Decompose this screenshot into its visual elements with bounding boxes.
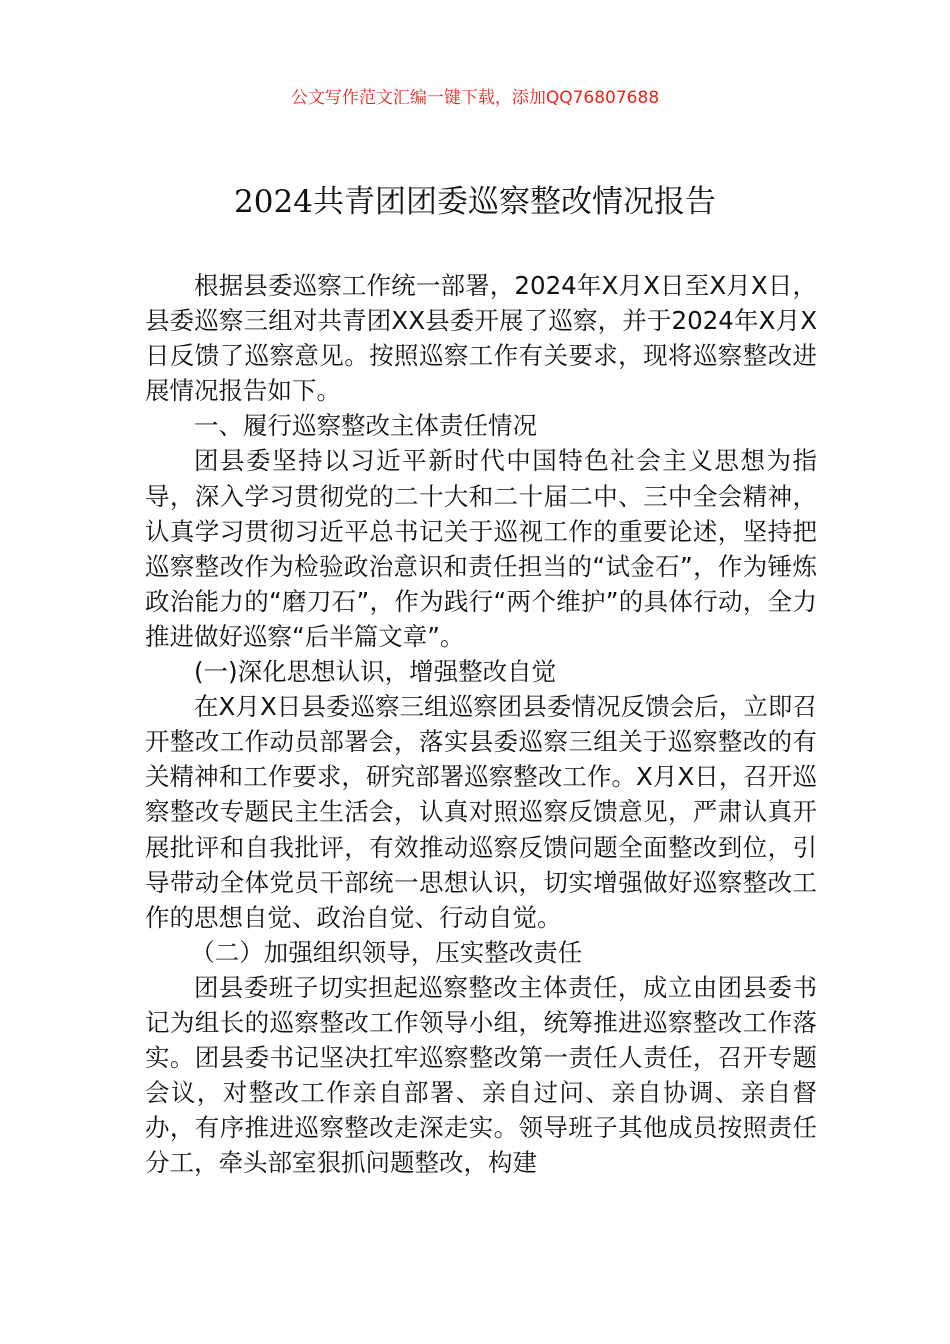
- document-title: 2024共青团团委巡察整改情况报告: [234, 184, 716, 220]
- document-body: [145, 268, 817, 1180]
- download-banner: 公文写作范文汇编一键下载，添加QQ76807688: [290, 88, 660, 108]
- section-heading-1: 一、履行巡察整改主体责任情况: [194, 411, 537, 441]
- body-paragraph: 在X月X日县委巡察三组巡察团县委情况反馈会后，立即召开整改工作动员部署会，落实县委巡察三组关于巡察整改的有关精神和工作要求，研究部署巡察整改工作。X月X日，召开巡察整改专题民主生活会，认真对照巡察反馈意见，严肃认真开展批评和自我批评，有效推动巡察反馈问题全面整改到位，引导带动全体党员干部统一思想认识，切实增强做好巡察整改工作的思想自觉、政治自觉、行动自觉。: [145, 692, 817, 932]
- body-paragraph: 团县委坚持以习近平新时代中国特色社会主义思想为指导，深入学习贯彻党的二十大和二十届二中、三中全会精神，认真学习贯彻习近平总书记关于巡视工作的重要论述，坚持把巡察整改作为检验政治意识和责任担当的“试金石”，作为锤炼政治能力的“磨刀石”，作为践行“两个维护”的具体行动，全力推进做好巡察“后半篇文章”。: [145, 446, 817, 651]
- intro-paragraph: 根据县委巡察工作统一部署，2024年X月X日至X月X日，县委巡察三组对共青团XX县委开展了巡察，并于2024年X月X日反馈了巡察意见。按照巡察工作有关要求，现将巡察整改进展情况报告如下。: [145, 271, 817, 406]
- body-paragraph: 团县委班子切实担起巡察整改主体责任，成立由团县委书记为组长的巡察整改工作领导小组，统筹推进巡察整改工作落实。团县委书记坚决扛牢巡察整改第一责任人责任，召开专题会议，对整改工作亲自部署、亲自过问、亲自协调、亲自督办，有序推进巡察整改走深走实。领导班子其他成员按照责任分工，牵头部室狠抓问题整改，构建: [145, 972, 817, 1178]
- subsection-heading-1: (一)深化思想认识，增强整改自觉: [194, 657, 557, 687]
- subsection-heading-2: （二）加强组织领导，压实整改责任: [190, 937, 583, 967]
